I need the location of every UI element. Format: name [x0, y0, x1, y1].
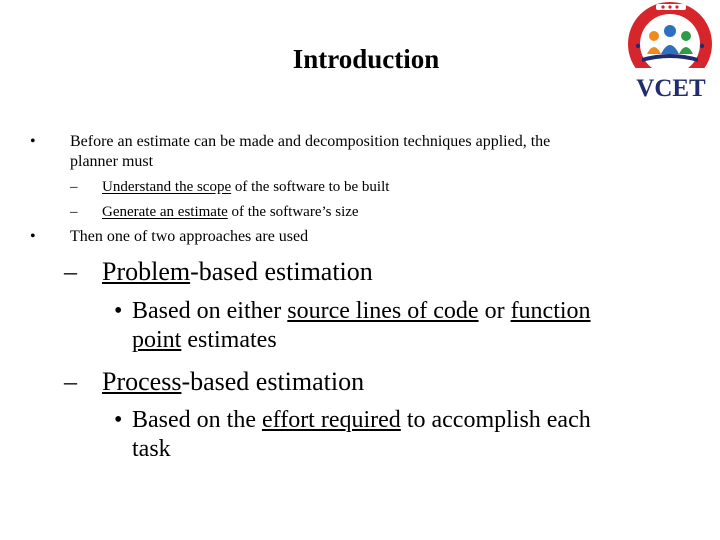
process-based-detail: [114, 406, 692, 464]
bullet-marker: •: [30, 133, 36, 150]
point-link[interactable]: point: [132, 327, 182, 353]
detail-line2: point estimates: [132, 327, 277, 353]
dash-marker: –: [70, 179, 78, 195]
bullet-marker: •: [30, 228, 36, 245]
generate-estimate-link[interactable]: Generate an estimate: [102, 204, 228, 220]
bullet-approaches: [30, 227, 309, 247]
bullet-marker: •: [114, 407, 123, 433]
heading-rest: -based estimation: [181, 367, 365, 396]
problem-link[interactable]: Problem: [102, 257, 191, 286]
bullet-before-estimate: [30, 132, 690, 172]
logo-text: VCET: [636, 75, 706, 102]
subitem-understand-scope: [70, 177, 390, 197]
dash-marker: –: [64, 257, 77, 286]
effort-required-link[interactable]: effort required: [261, 407, 401, 433]
dash-marker: –: [70, 204, 78, 220]
bullet-text-line2: planner must: [70, 153, 154, 170]
vcet-logo: [614, 0, 720, 104]
bullet-text-line1: Before an estimate can be made and decomposition techniques applied, the: [70, 133, 551, 150]
bullet-marker: •: [114, 298, 123, 324]
dash-marker: –: [64, 367, 77, 396]
source-lines-of-code-link[interactable]: source lines of code: [287, 298, 479, 324]
detail-line1: Based on the effort required to accomplish each: [132, 407, 591, 433]
subitem-generate-estimate: [70, 202, 359, 222]
problem-based-heading: [64, 256, 373, 288]
subitem-text: of the software’s size: [227, 204, 359, 220]
function-link[interactable]: function: [510, 298, 591, 324]
heading-rest: -based estimation: [190, 257, 373, 286]
process-based-heading: [64, 366, 365, 398]
slide-title: Introduction: [292, 44, 440, 74]
detail-line2: task: [132, 436, 171, 462]
bullet-text: Then one of two approaches are used: [70, 228, 309, 245]
understand-scope-link[interactable]: Understand the scope: [102, 179, 232, 195]
problem-based-detail: [114, 297, 692, 355]
detail-line1: Based on either source lines of code or function: [132, 298, 591, 324]
subitem-text: of the software to be built: [231, 179, 390, 195]
process-link[interactable]: Process: [102, 367, 182, 396]
